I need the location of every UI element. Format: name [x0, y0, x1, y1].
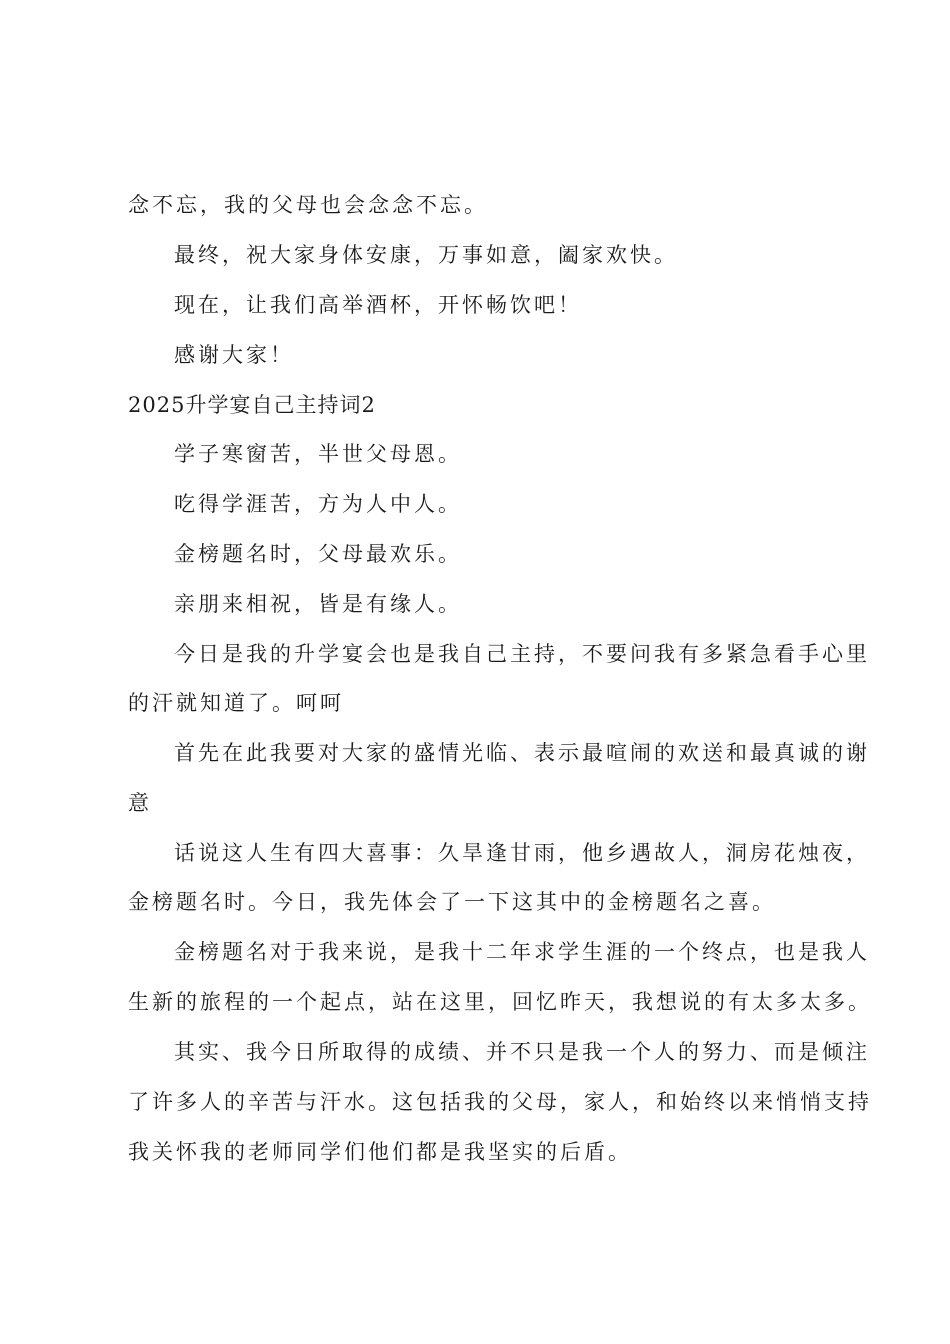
paragraph-line: 金榜题名对于我来说，是我十二年求学生涯的一个终点，也是我人 [174, 940, 870, 964]
poem-line: 亲朋来相祝，皆是有缘人。 [174, 592, 462, 616]
text-line: 念不忘，我的父母也会念念不忘。 [128, 193, 488, 217]
paragraph-line: 首先在此我要对大家的盛情光临、表示最喧闹的欢送和最真诚的谢 [174, 741, 870, 765]
paragraph-line: 了许多人的辛苦与汗水。这包括我的父母，家人，和始终以来悄悄支持 [128, 1090, 872, 1114]
paragraph-line: 今日是我的升学宴会也是我自己主持，不要问我有多紧急看手心里 [174, 642, 870, 666]
poem-line: 吃得学涯苦，方为人中人。 [174, 492, 462, 516]
poem-line: 金榜题名时，父母最欢乐。 [174, 542, 462, 566]
paragraph-line: 其实、我今日所取得的成绩、并不只是我一个人的努力、而是倾注 [174, 1040, 870, 1064]
paragraph-thanks: 感谢大家！ [174, 343, 294, 367]
paragraph-line: 我关怀我的老师同学们他们都是我坚实的后盾。 [128, 1140, 632, 1164]
paragraph-line: 生新的旅程的一个起点，站在这里，回忆昨天，我想说的有太多太多。 [128, 990, 872, 1014]
paragraph-line: 金榜题名时。今日，我先体会了一下这其中的金榜题名之喜。 [128, 890, 776, 914]
paragraph-closing-wish: 最终，祝大家身体安康，万事如意，阖家欢快。 [174, 243, 678, 267]
paragraph-line: 的汗就知道了。呵呵 [128, 691, 344, 715]
paragraph-line: 意 [128, 791, 152, 815]
paragraph-toast: 现在，让我们高举酒杯，开怀畅饮吧！ [174, 293, 582, 317]
paragraph-line: 话说这人生有四大喜事：久旱逢甘雨，他乡遇故人，洞房花烛夜， [174, 841, 870, 865]
section-heading: 2025升学宴自己主持词2 [128, 393, 376, 417]
poem-line: 学子寒窗苦，半世父母恩。 [174, 442, 462, 466]
